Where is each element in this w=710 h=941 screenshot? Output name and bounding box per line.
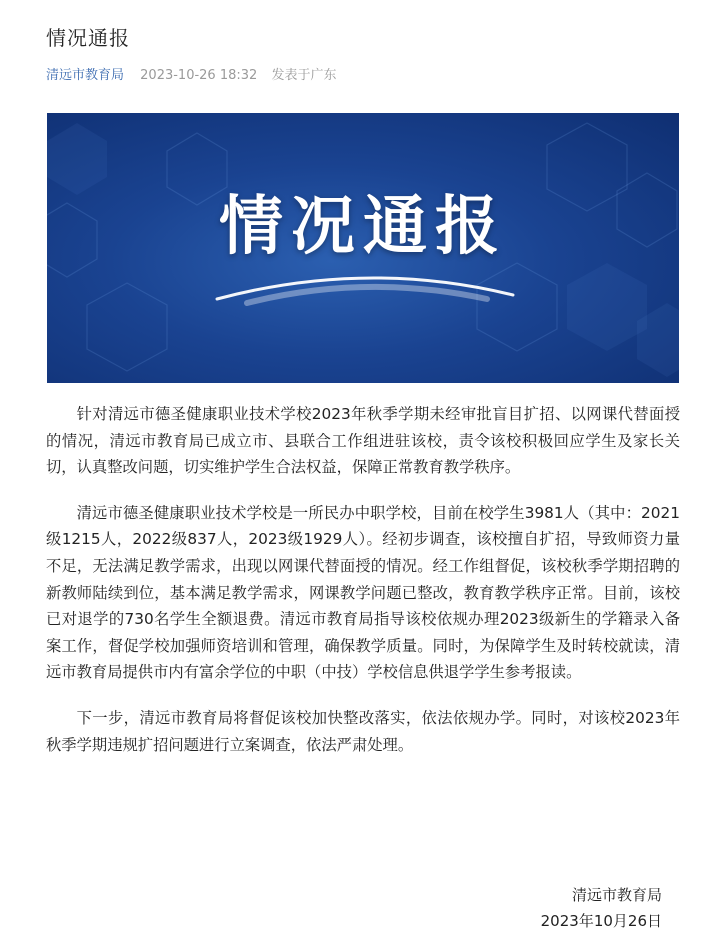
- paragraph: 针对清远市德圣健康职业技术学校2023年秋季学期未经审批盲目扩招、以网课代替面授的情况，清远市教育局已成立市、县联合工作组进驻该校，责令该校积极回应学生及家长关切，认真整改问题，切实维护学生合法权益，保障正常教育教学秩序。: [46, 405, 680, 477]
- publish-time: 2023-10-26 18:32: [140, 68, 258, 83]
- article-body: [46, 401, 680, 777]
- banner-title: 情况通报: [219, 190, 507, 264]
- signature-date: 2023年10月26日: [540, 912, 662, 930]
- author-link[interactable]: 清远市教育局: [46, 68, 125, 83]
- signature-block: [541, 882, 662, 934]
- publish-location: 发表于广东: [271, 68, 337, 83]
- signature-org: 清远市教育局: [571, 886, 662, 904]
- page-title: 情况通报: [46, 26, 130, 50]
- paragraph: 清远市德圣健康职业技术学校是一所民办中职学校，目前在校学生3981人（其中：2021级1215人，2022级837人，2023级1929人）。经初步调查，该校擅自扩招，导致师资力量不足，无法满足教学需求，出现以网课代替面授的情况。经工作组督促，该校秋季学期招聘的新教师陆续到位，基本满足教学需求，网课教学问题已整改，教育教学秩序正常。目前，该校已对退学的730名学生全额退费。清远市教育局指导该校依规办理2023级新生的学籍录入备案工作，督促学校加强师资培训和管理，确保教学质量。同时，为保障学生及时转校就读，清远市教育局提供市内有富余学位的中职（中技）学校信息供退学学生参考报读。: [46, 503, 680, 682]
- banner-image: [47, 113, 679, 383]
- paragraph: 下一步，清远市教育局将督促该校加快整改落实，依法依规办学。同时，对该校2023年秋季学期违规扩招问题进行立案调查，依法严肃处理。: [46, 708, 680, 754]
- article-meta: [46, 64, 336, 83]
